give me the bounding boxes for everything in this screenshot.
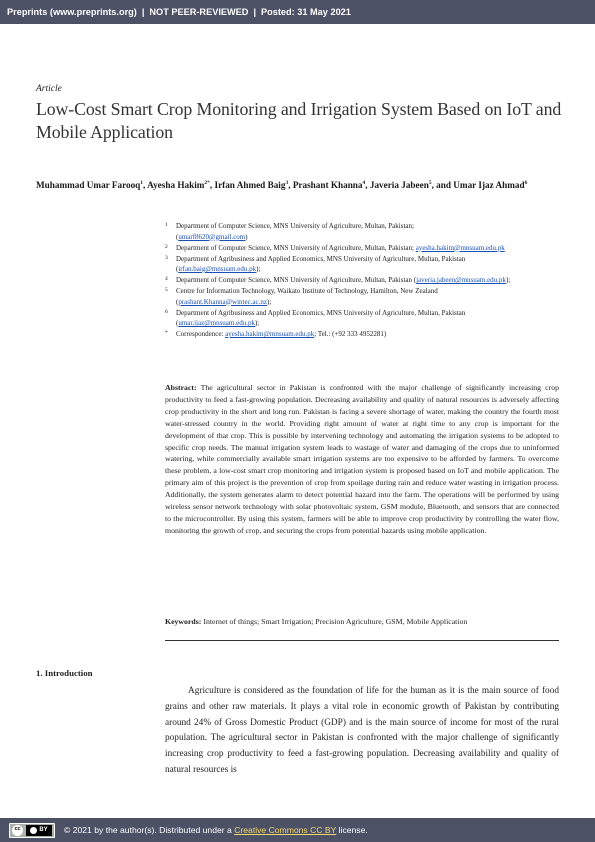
email-link[interactable]: umar.ijaz@mnsuam.edu.pk <box>178 319 255 327</box>
keywords-label: Keywords: <box>165 617 202 626</box>
review-status: NOT PEER-REVIEWED <box>149 7 249 17</box>
site-name[interactable]: Preprints (www.preprints.org) <box>7 7 137 17</box>
author: Umar Ijaz Ahmad$^6$ <box>453 180 528 190</box>
keywords <box>165 616 559 627</box>
section-heading: 1. Introduction <box>36 668 93 678</box>
email-link[interactable]: irfan.baig@mnsuam.edu.pk <box>178 265 257 273</box>
author: Prashant Khanna$^4$, <box>292 180 370 190</box>
author: Irfan Ahmed Baig$^3$, <box>214 180 293 190</box>
introduction-paragraph: Agriculture is considered as the foundation of life for the human as it is the main source of food grains and other raw materials. It plays a vital role in economic growth of Pakistan by contributing around 24% of Gross Domestic Product (GDP) and is the main source of income for most of the rural population. The agricultural sector in Pakistan is confronted with the major challenge of significantly increasing crop productivity to feed a fast-growing population. Decreasing availability and quality of natural resources is <box>165 686 559 775</box>
paper-title: Low-Cost Smart Crop Monitoring and Irrigation System Based on IoT and Mobile Application <box>36 99 562 142</box>
author: Ayesha Hakim$^{2*}$, <box>147 180 215 190</box>
affiliation-item: 6 Department of Agribusiness and Applied Economics, MNS University of Agriculture, Multan, Pakistan (umar.ijaz@mnsuam.edu.pk); <box>165 308 466 327</box>
license-footer <box>0 818 595 842</box>
email-link[interactable]: prashant.Khanna@wintec.ac.nz <box>178 297 268 306</box>
license-text: © 2021 by the author(s). Distributed under a Creative Commons CC BY license. <box>64 825 368 835</box>
header-separator: | <box>141 7 145 17</box>
affiliation-item: 1 Department of Computer Science, MNS University of Agriculture, Multan, Pakistan; (umarf8620@gmail.com) <box>165 222 414 241</box>
abstract-label: Abstract: <box>165 383 197 392</box>
correspondence: * Correspondence: ayesha.hakim@mnsuam.edu.pk; Tel.: (+92 333 4952281) <box>165 330 387 338</box>
abstract <box>165 382 559 537</box>
cc-icon: cc <box>12 825 23 836</box>
author: Javeria Jabeen$^5$, and <box>369 180 454 190</box>
posted-date: Posted: 31 May 2021 <box>261 7 351 17</box>
cc-by-badge-icon[interactable] <box>9 823 55 838</box>
email-link[interactable]: ayesha.hakim@mnsuam.edu.pk <box>415 243 505 252</box>
affiliation-item: 4 Department of Computer Science, MNS University of Agriculture, Multan, Pakistan (javeria.jabeen@mnsuam.edu.pk); <box>165 276 511 284</box>
license-link[interactable]: Creative Commons CC BY <box>234 825 337 835</box>
email-link[interactable]: javeria.jabeen@mnsuam.edu.pk <box>416 276 506 284</box>
keywords-text: Internet of things; Smart Irrigation; Precision Agriculture, GSM, Mobile Application <box>203 617 468 626</box>
author-list <box>36 176 566 192</box>
article-type: Article <box>36 84 62 94</box>
header-separator: | <box>253 7 257 17</box>
affiliations <box>165 221 550 340</box>
affiliation-item: 2 Department of Computer Science, MNS University of Agriculture, Multan, Pakistan; ayesha.hakim@mnsuam.edu.pk <box>165 243 505 252</box>
divider <box>165 640 559 641</box>
preprint-header-bar <box>0 0 595 24</box>
email-link[interactable]: ayesha.hakim@mnsuam.edu.pk <box>225 330 315 338</box>
by-icon: BY <box>26 825 52 836</box>
abstract-text: The agricultural sector in Pakistan is confronted with the major challenge of significantly increasing crop productivity to feed a fast-growing population. Decreasing availability and quality of natural resources is adversely affecting crop productivity in the short and long run. Pakistan is facing a severe shortage of water, making the country the fourth most water-stressed country in the world. Providing right amount of water at right time to any crop is important for the development of that crop. This is possible by intervening technology and automating the irrigation systems to be adopted to specific crop needs. The manual irrigation system leads to wastage of water and damaging of the crops due to uninformed watering, while commercially available smart irrigation systems are too expensive to be afforded by farmers. To overcome these problem, a low-cost smart crop monitoring and irrigation system is proposed based on IoT and mobile application. The primary aim of this project is the prevention of crop from spoilage during rain and reduce water wasting in irrigation process. Additionally, the system generates alarm to detect potential hazard into the farm. The operations will be performed by using wireless sensor network technology with solar photovoltaic system, GSM module, Bluetooth, and sensors that are connected to the microcontroller. By using this system, farmers will be able to improve crop productivity by controlling the water flow, monitoring the growth of crop, and securing the crops from potential hazards using mobile application. <box>165 383 559 535</box>
author: Muhammad Umar Farooq$^1$, <box>36 180 148 190</box>
affiliation-item: 5 Centre for Information Technology, Waikato Institute of Technology, Hamilton, New Zealand (prashant.Khanna@wintec.ac.nz); <box>165 287 438 306</box>
email-link[interactable]: umarf8620@gmail.com <box>178 232 246 241</box>
person-icon <box>30 827 37 834</box>
affiliation-item: 3 Department of Agribusiness and Applied Economics, MNS University of Agriculture, Multan, Pakistan (irfan.baig@mnsuam.edu.pk); <box>165 254 466 273</box>
